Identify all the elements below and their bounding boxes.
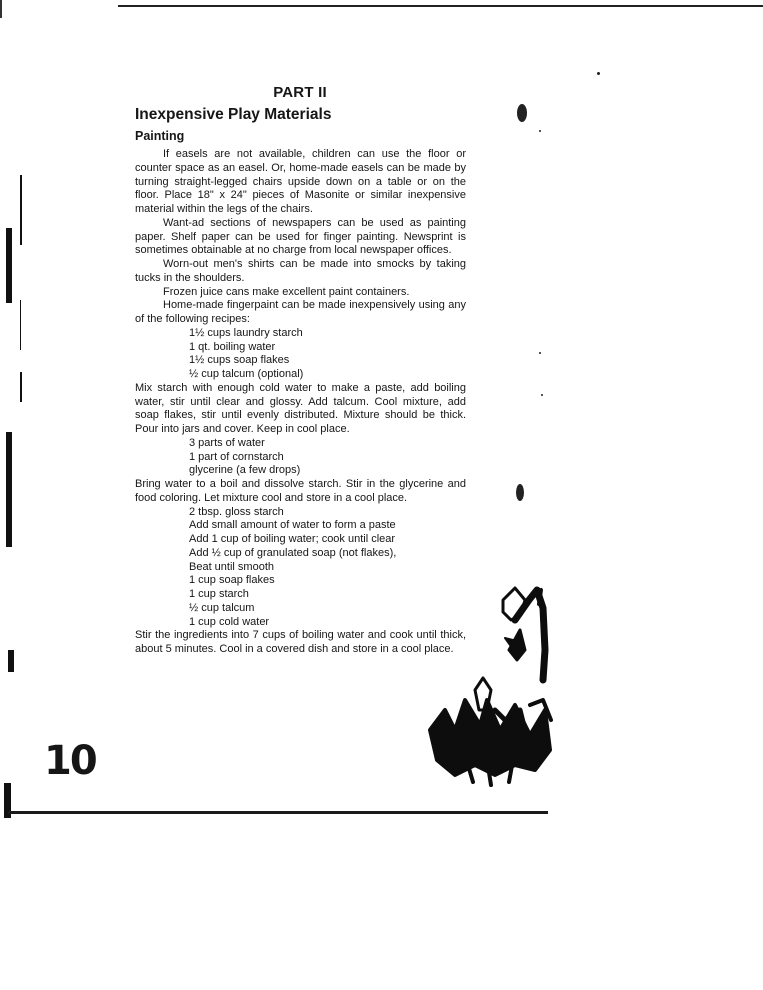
scribble-drawing	[425, 560, 575, 790]
recipe-ingredient: 1 cup soap flakes	[189, 574, 275, 587]
page-number: 10	[44, 738, 96, 784]
margin-mark	[6, 432, 12, 547]
top-rule	[118, 5, 763, 7]
recipe-ingredient: Add ½ cup of granulated soap (not flakes),	[189, 546, 397, 559]
recipe-ingredient: 1 cup starch	[189, 588, 249, 600]
margin-mark	[6, 228, 12, 303]
paragraph: Home-made fingerpaint can be made inexpensively using any of the following recipes:	[135, 299, 466, 325]
recipe-ingredient: Add small amount of water to form a paste	[189, 519, 396, 532]
part-title: PART II	[273, 84, 327, 101]
recipe-ingredient: Add 1 cup of boiling water; cook until clear	[189, 533, 396, 545]
paragraph: Frozen juice cans make excellent paint containers.	[163, 285, 410, 298]
speck	[539, 130, 541, 132]
subsection-title: Painting	[135, 129, 185, 143]
recipe-ingredient: glycerine (a few drops)	[189, 464, 301, 477]
margin-mark	[20, 300, 21, 350]
recipe-ingredient: ½ cup talcum (optional)	[189, 368, 304, 380]
section-title: Inexpensive Play Materials	[135, 106, 332, 123]
paragraph: Worn-out men's shirts can be made into smocks by taking tucks in the shoulders.	[135, 258, 466, 284]
top-left-mark	[0, 0, 2, 18]
recipe-ingredient: 1½ cups laundry starch	[189, 326, 303, 339]
recipe-ingredient: 3 parts of water	[189, 436, 265, 449]
recipe-ingredient: 1 part of cornstarch	[189, 450, 284, 463]
margin-mark	[20, 175, 22, 245]
recipe-ingredient: 1 qt. boiling water	[189, 340, 276, 353]
bottom-rule	[8, 811, 548, 814]
paragraph: Want-ad sections of newspapers can be used as painting paper. Shelf paper can be used for finger painting. Newsprint is sometimes obtainable at no charge from local newspaper offices.	[135, 216, 466, 257]
body-text	[135, 148, 466, 657]
paragraph: If easels are not available, children can use the floor or counter space as an easel. Or, home-made easels can be made by turning straight-legged chairs upside down on a table or on the floor. Place 18" x 24" pieces of Masonite or similar inexpensive material within the legs of the chairs.	[135, 148, 466, 215]
speck	[597, 72, 600, 75]
margin-mark	[20, 372, 22, 402]
punch-hole-mark	[516, 484, 524, 501]
recipe-instructions: Bring water to a boil and dissolve starch. Stir in the glycerine and food coloring. Let mixture cool and store in a cool place.	[135, 478, 466, 504]
margin-mark	[8, 650, 14, 672]
speck	[539, 352, 541, 354]
recipe-ingredient: ½ cup talcum	[189, 601, 255, 614]
recipe-instructions: Mix starch with enough cold water to make a paste, add boiling water, stir until clear and glossy. Add talcum. Cool mixture, add soap flakes, stir until evenly distributed. Mixture should be thick. Pour into jars and cover. Keep in cool place.	[135, 381, 466, 435]
recipe-instructions: Stir the ingredients into 7 cups of boiling water and cook until thick, about 5 minutes. Cool in a covered dish and store in a cool place.	[135, 629, 466, 655]
recipe-ingredient: Beat until smooth	[189, 560, 274, 573]
recipe-ingredient: 1½ cups soap flakes	[189, 354, 290, 367]
speck	[541, 394, 543, 396]
recipe-ingredient: 1 cup cold water	[189, 615, 270, 628]
recipe-ingredient: 2 tbsp. gloss starch	[189, 505, 284, 518]
punch-hole-mark	[517, 104, 527, 122]
